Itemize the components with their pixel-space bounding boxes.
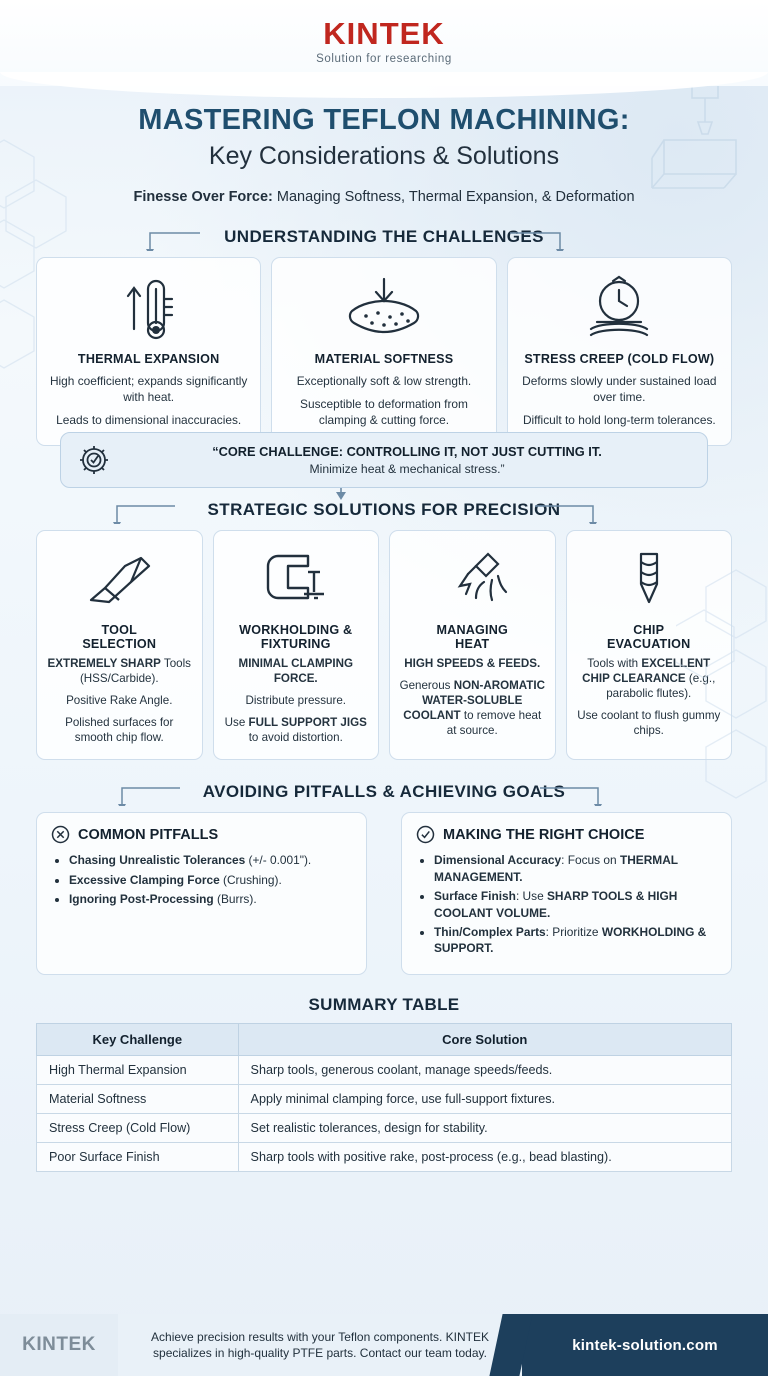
thermometer-icon [48, 272, 249, 348]
list-item: • Surface Finish: Use SHARP TOOLS & HIGH COOLANT VOLUME. [434, 888, 717, 921]
list-item: • Ignoring Post-Processing (Burrs). [69, 891, 352, 907]
footer-url-block[interactable] [522, 1314, 768, 1376]
card-line-1: Exceptionally soft & low strength. [296, 374, 472, 389]
solutions-cards [0, 530, 768, 760]
footer [0, 1314, 768, 1376]
challenge-card-stress-creep [507, 257, 732, 445]
card-line-1: HIGH SPEEDS & FEEDS. [404, 656, 541, 670]
list-item: • Dimensional Accuracy: Focus on THERMAL MANAGEMENT. [434, 852, 717, 885]
card-line-2: Distribute pressure. [245, 694, 347, 708]
solution-card-workholding [213, 530, 380, 760]
solutions-heading: STRATEGIC SOLUTIONS FOR PRECISION [207, 499, 561, 519]
table-row [37, 1113, 732, 1142]
cell-core-solution: Sharp tools, generous coolant, manage speeds/feeds. [238, 1055, 731, 1084]
page-title: MASTERING TEFLON MACHINING: [138, 104, 630, 136]
footer-logo-block [0, 1314, 118, 1376]
challenge-card-material-softness [271, 257, 496, 445]
brand-header [0, 0, 768, 86]
column-header-core-solution: Core Solution [238, 1023, 731, 1055]
core-challenge-callout [60, 432, 708, 488]
cutting-tool-icon [45, 543, 194, 619]
logo-tagline: Solution for researching [316, 53, 452, 65]
solution-card-tool-selection [36, 530, 203, 760]
card-line-3: Polished surfaces for smooth chip flow. [65, 716, 174, 745]
x-circle-icon [51, 825, 70, 844]
card-line-1: Deforms slowly under sustained load over time. [522, 374, 717, 405]
pitfalls-goals-row [0, 812, 768, 975]
challenges-heading: UNDERSTANDING THE CHALLENGES [224, 227, 544, 247]
logo [0, 16, 768, 52]
solutions-heading-row [0, 500, 768, 520]
pitfalls-list [51, 852, 352, 907]
right-choice-panel [401, 812, 732, 975]
cell-key-challenge: Poor Surface Finish [37, 1142, 239, 1171]
card-line-3: Use FULL SUPPORT JIGS to avoid distortion. [224, 716, 367, 745]
card-title: CHIP EVACUATION [607, 622, 691, 651]
tagline-rest: Managing Softness, Thermal Expansion, & Deformation [272, 189, 635, 206]
common-pitfalls-panel [36, 812, 367, 975]
cell-core-solution: Apply minimal clamping force, use full-support fixtures. [238, 1084, 731, 1113]
column-header-key-challenge: Key Challenge [37, 1023, 239, 1055]
milling-machine-icon [644, 78, 754, 198]
summary-table [36, 1023, 732, 1172]
cell-key-challenge: Stress Creep (Cold Flow) [37, 1113, 239, 1142]
clock-creep-icon [519, 272, 720, 348]
right-choice-list [416, 852, 717, 957]
table-row [37, 1142, 732, 1171]
list-item: • Excessive Clamping Force (Crushing). [69, 872, 352, 888]
header-curve [0, 72, 768, 98]
card-line-1: Tools with EXCELLENT CHIP CLEARANCE (e.g., parabolic flutes). [582, 656, 716, 701]
branch-arrows-icon [105, 496, 605, 524]
card-line-2: Leads to dimensional inaccuracies. [56, 413, 242, 428]
challenges-heading-row [0, 227, 768, 247]
card-line-1: High coefficient; expands significantly with heat. [49, 374, 248, 405]
tagline-bold: Finesse Over Force: [133, 189, 273, 206]
panel-title: MAKING THE RIGHT CHOICE [443, 826, 645, 843]
card-title: STRESS CREEP (COLD FLOW) [524, 352, 715, 367]
panel-title: COMMON PITFALLS [78, 826, 219, 843]
table-row [37, 1055, 732, 1084]
challenges-cards [0, 257, 768, 445]
card-line-2: Positive Rake Angle. [66, 694, 173, 708]
check-circle-icon [416, 825, 435, 844]
pitfalls-heading: AVOIDING PITFALLS & ACHIEVING GOALS [202, 782, 566, 802]
footer-message: Achieve precision results with your Teflon components. KINTEK specializes in high-quality PTFE parts. Contact our team today. [151, 1329, 489, 1360]
logo-kin: KIN [323, 16, 380, 51]
core-challenge-line-2: Minimize heat & mechanical stress.” [309, 461, 505, 476]
card-title: TOOL SELECTION [82, 622, 157, 651]
coolant-nozzle-icon [398, 543, 547, 619]
gear-check-icon [77, 443, 111, 477]
card-title: WORKHOLDING & FIXTURING [239, 622, 353, 651]
page-subtitle: Key Considerations & Solutions [208, 142, 560, 171]
card-line-2: Susceptible to deformation from clamping & cutting force. [300, 397, 468, 428]
card-title: MANAGING HEAT [436, 622, 509, 651]
list-item: • Chasing Unrealistic Tolerances (+/- 0.001"). [69, 852, 352, 868]
drill-bit-icon [575, 543, 724, 619]
card-title: MATERIAL SOFTNESS [314, 352, 454, 367]
card-line-1: EXTREMELY SHARP Tools (HSS/Carbide). [47, 656, 191, 686]
solution-card-managing-heat [389, 530, 556, 760]
footer-message-block [118, 1314, 522, 1376]
footer-logo: KINTEK [22, 1334, 96, 1355]
card-line-2: Difficult to hold long-term tolerances. [522, 413, 716, 428]
card-line-1: MINIMAL CLAMPING FORCE. [238, 656, 353, 686]
cell-core-solution: Set realistic tolerances, design for stability. [238, 1113, 731, 1142]
card-title: THERMAL EXPANSION [77, 352, 220, 367]
tagline [0, 189, 768, 205]
card-line-2: Generous NON-AROMATIC WATER-SOLUBLE COOLANT to remove heat at source. [399, 679, 545, 738]
core-challenge-line-1: “CORE CHALLENGE: CONTROLLING IT, NOT JUST CUTTING IT. [212, 443, 602, 459]
c-clamp-icon [222, 543, 371, 619]
logo-tek: TEK [379, 16, 445, 51]
table-header-row [37, 1023, 732, 1055]
footer-url[interactable]: kintek-solution.com [572, 1336, 718, 1354]
branch-arrows-icon [110, 778, 610, 806]
pitfalls-heading-row [0, 782, 768, 802]
sponge-compression-icon [283, 272, 484, 348]
cell-key-challenge: Material Softness [37, 1084, 239, 1113]
table-row [37, 1084, 732, 1113]
summary-heading: SUMMARY TABLE [308, 994, 460, 1014]
solution-card-chip-evacuation [566, 530, 733, 760]
card-line-2: Use coolant to flush gummy chips. [577, 709, 721, 738]
branch-arrows-icon [140, 223, 570, 251]
list-item: • Thin/Complex Parts: Prioritize WORKHOLDING & SUPPORT. [434, 924, 717, 957]
cell-key-challenge: High Thermal Expansion [37, 1055, 239, 1084]
cell-core-solution: Sharp tools with positive rake, post-process (e.g., bead blasting). [238, 1142, 731, 1171]
challenge-card-thermal-expansion [36, 257, 261, 445]
